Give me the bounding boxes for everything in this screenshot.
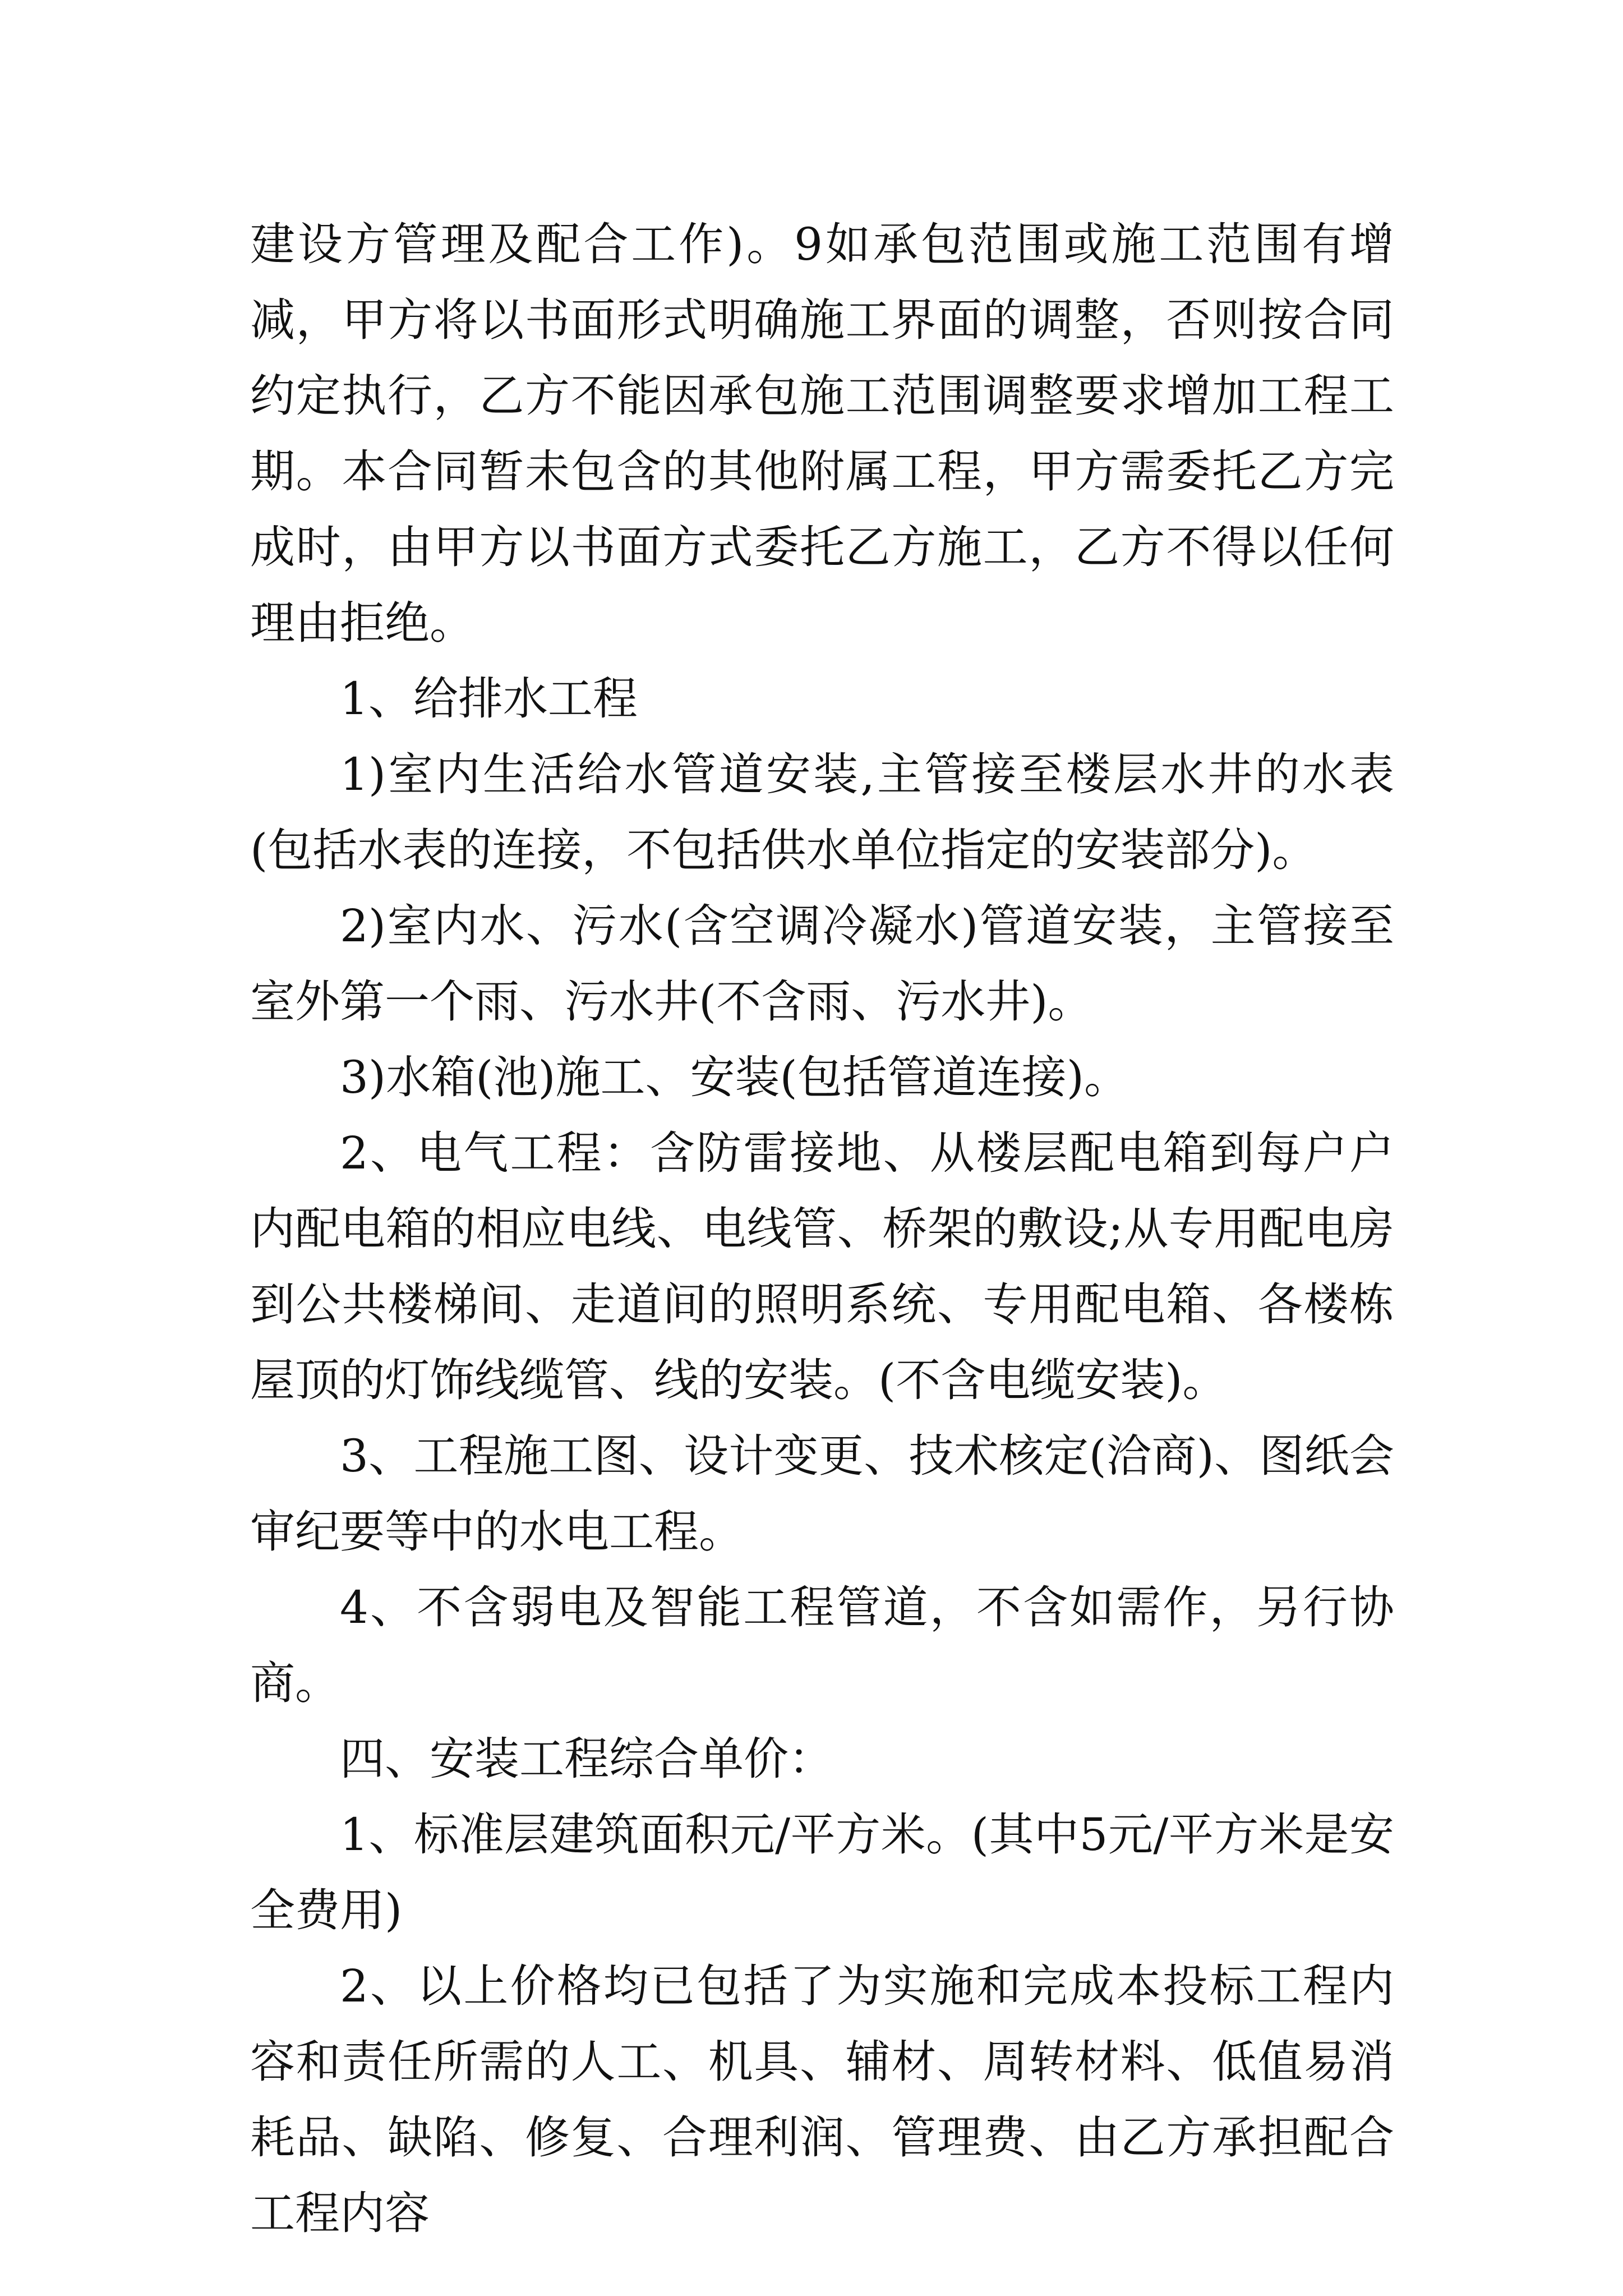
paragraph-water-supply: 1)室内生活给水管道安装,主管接至楼层水井的水表(包括水表的连接，不包括供水单位指定的安装部分)。	[250, 748, 1394, 876]
paragraph-standard-floor-price: 1、标准层建筑面积元/平方米。(其中5元/平方米是安全费用)	[250, 1809, 1394, 1936]
paragraph-price-inclusions: 2、以上价格均已包括了为实施和完成本投标工程内容和责任所需的人工、机具、辅材、周转材料、低值易消耗品、缺陷、修复、合理利润、管理费、由乙方承担配合工程内容	[250, 1960, 1394, 2239]
paragraph-scope-continuation: 建设方管理及配合工作)。9如承包范围或施工范围有增减，甲方将以书面形式明确施工界面的调整，否则按合同约定执行，乙方不能因承包施工范围调整要求增加工程工期。本合同暂未包含的其他附属工程，甲方需委托乙方完成时，由甲方以书面方式委托乙方施工，乙方不得以任何理由拒绝。	[250, 218, 1394, 649]
paragraph-exclusions: 4、不含弱电及智能工程管道，不含如需作，另行协商。	[250, 1581, 1394, 1709]
paragraph-heading-plumbing: 1、给排水工程	[340, 673, 638, 725]
paragraph-water-tank: 3)水箱(池)施工、安装(包括管道连接)。	[340, 1051, 1129, 1103]
paragraph-electrical: 2、电气工程：含防雷接地、从楼层配电箱到每户户内配电箱的相应电线、电线管、桥架的敷设;从专用配电房到公共楼梯间、走道间的照明系统、专用配电箱、各楼栋屋顶的灯饰线缆管、线的安装。(不含电缆安装)。	[250, 1127, 1394, 1406]
paragraph-drainage: 2)室内水、污水(含空调冷凝水)管道安装，主管接至室外第一个雨、污水井(不含雨、污水井)。	[250, 900, 1394, 1028]
paragraph-heading-unit-price: 四、安装工程综合单价：	[340, 1733, 833, 1785]
paragraph-drawings: 3、工程施工图、设计变更、技术核定(洽商)、图纸会审纪要等中的水电工程。	[250, 1430, 1394, 1558]
document-body	[250, 206, 1394, 2251]
